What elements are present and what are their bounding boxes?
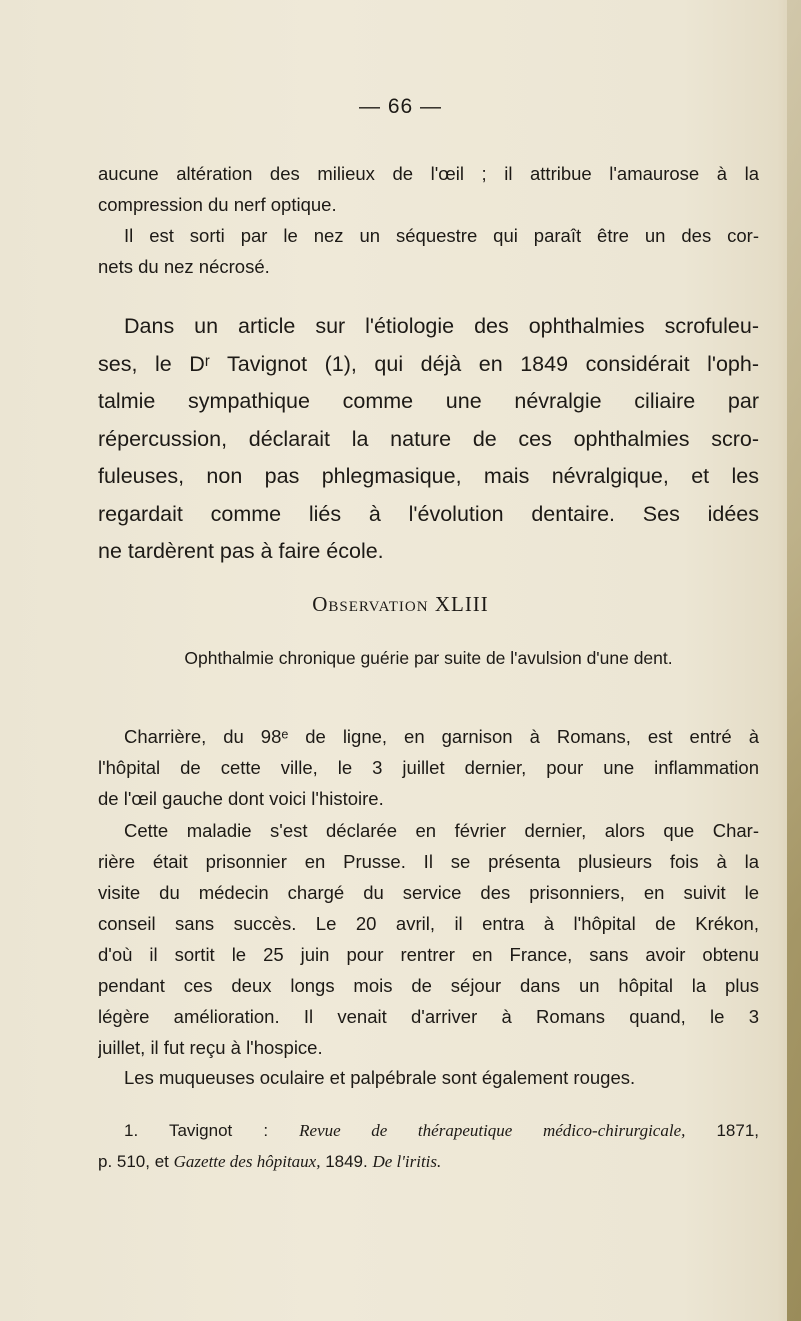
text-line: pendant ces deux longs mois de séjour dans un hôpital la plus (98, 975, 759, 996)
text-line: de l'œil gauche dont voici l'histoire. (98, 788, 384, 809)
text-line: regardait comme liés à l'évolution dentaire. Ses idées (98, 501, 759, 526)
text-line: d'où il sortit le 25 juin pour rentrer en France, sans avoir obtenu (98, 944, 759, 965)
footnote-line-1 (98, 1117, 759, 1148)
observation-subtitle: Ophthalmie chronique guérie par suite de l'avulsion d'une dent. (184, 648, 673, 668)
text-line: Il est sorti par le nez un séquestre qui paraît être un des cor- (124, 225, 759, 246)
text-line: talmie sympathique comme une névralgie ciliaire par (98, 389, 759, 413)
footnote (98, 1117, 759, 1179)
text-line: légère amélioration. Il venait d'arriver à Romans quand, le 3 (98, 1006, 759, 1027)
footnote-article: De l'iritis. (372, 1152, 442, 1171)
paragraph-5 (98, 1062, 759, 1093)
text-line: répercussion, déclarait la nature de ces ophthalmies scro- (98, 426, 759, 451)
text-line: Les muqueuses oculaire et palpébrale sont également rouges. (124, 1067, 636, 1088)
text-line: nets du nez nécrosé. (98, 256, 270, 277)
text-line: Dans un article sur l'étiologie des ophthalmies scrofuleu- (124, 314, 759, 338)
text-line: rière était prisonnier en Prusse. Il se présenta plusieurs fois à la (98, 851, 759, 872)
text-line: Charrière, du 98ᵉ de ligne, en garnison à Romans, est entré à (124, 726, 759, 747)
footnote-journal: Revue de thérapeutique médico-chirurgicale, (299, 1121, 686, 1140)
paragraph-2 (98, 308, 759, 571)
text-line: visite du médecin chargé du service des prisonniers, en suivit le (98, 882, 759, 903)
footnote-year: 1871, (685, 1121, 759, 1140)
text-line: ses, le Dʳ Tavignot (1), qui déjà en 1849 considérait l'oph- (98, 351, 759, 376)
footnote-author: 1. Tavignot : (124, 1121, 300, 1140)
text-line: compression du nerf optique. (98, 194, 337, 215)
paragraph-3 (98, 721, 759, 814)
observation-title: Observation XLIII (312, 592, 489, 616)
text-line: ne tardèrent pas à faire école. (98, 539, 384, 563)
footnote-gazette: Gazette des hôpitaux, (173, 1152, 321, 1171)
footnote-year-2: 1849. (320, 1152, 373, 1171)
text-line: Cette maladie s'est déclarée en février dernier, alors que Char- (124, 820, 759, 841)
text-line: conseil sans succès. Le 20 avril, il entra à l'hôpital de Krékon, (98, 913, 759, 934)
text-line: juillet, il fut reçu à l'hospice. (98, 1037, 323, 1058)
paragraph-4 (98, 815, 759, 1063)
page-number: — 66 — (358, 95, 443, 118)
text-line: aucune altération des milieux de l'œil ; il attribue l'amaurose à la (98, 163, 759, 184)
footnote-page: p. 510, et (98, 1152, 174, 1171)
text-line: l'hôpital de cette ville, le 3 juillet dernier, pour une inflammation (98, 757, 759, 778)
paragraph-1 (98, 158, 759, 282)
page-edge (787, 0, 801, 1321)
text-line: fuleuses, non pas phlegmasique, mais névralgique, et les (98, 464, 759, 488)
footnote-line-2 (98, 1148, 759, 1179)
